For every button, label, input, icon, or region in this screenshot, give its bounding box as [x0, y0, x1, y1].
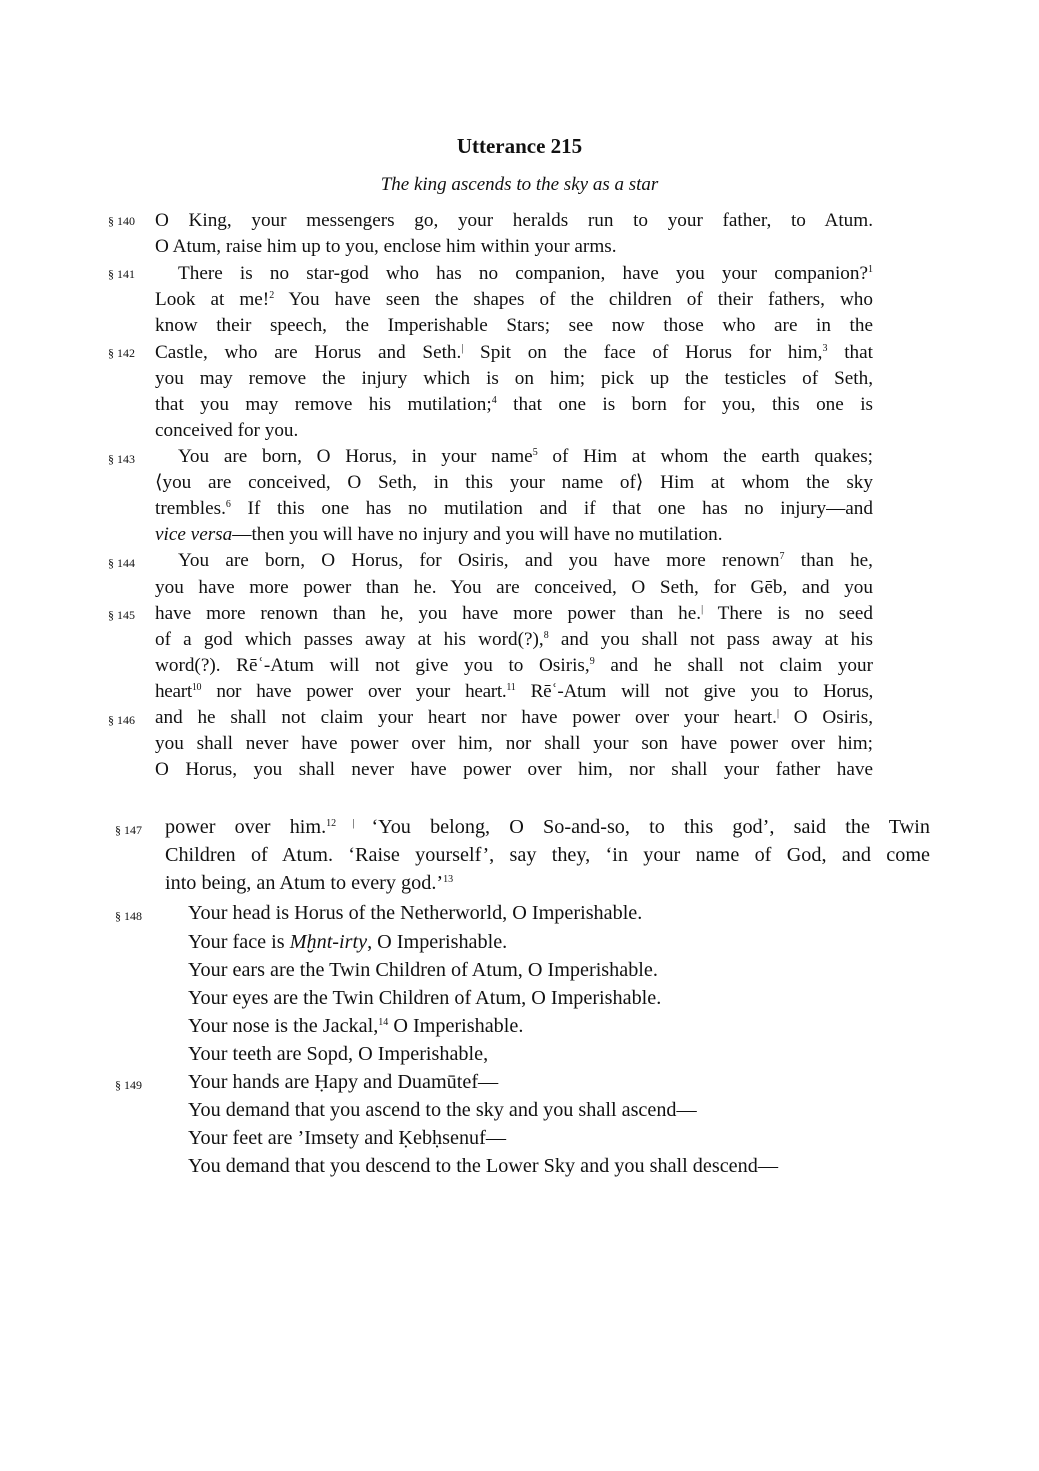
text-line: Your face is Mḫnt-irty, O Imperishable.: [188, 931, 508, 953]
text-line: You demand that you descend to the Lower Sky and you shall descend—: [188, 1155, 779, 1177]
footnote-ref: 4: [491, 395, 497, 406]
footnote-ref: 14: [378, 1017, 389, 1028]
footnote-ref: 7: [779, 551, 785, 562]
text-line: word(?). Rēʿ-Atum will not give you to Osiris,$^9$ and he shall not claim your: [155, 655, 873, 676]
utterance-subtitle: The king ascends to the sky as a star: [380, 174, 659, 195]
text-line: You are born, O Horus, for Osiris, and you have more renown$^7$ than he,: [178, 550, 873, 571]
text-line: Your eyes are the Twin Children of Atum, O Imperishable.: [188, 987, 662, 1009]
section-mark-140: § 140: [108, 214, 135, 228]
line-divider: |: [701, 604, 704, 615]
text-line: O Horus, you shall never have power over him, nor shall your father have: [155, 759, 873, 780]
section-mark-141: § 141: [108, 267, 135, 281]
text-line: O King, your messengers go, your heralds run to your father, to Atum.: [155, 210, 873, 231]
utterance-title: Utterance 215: [456, 134, 583, 158]
section-mark-147: § 147: [115, 823, 142, 837]
text-line: you may remove the injury which is on him; pick up the testicles of Seth,: [155, 368, 873, 389]
footnote-ref: 10: [191, 682, 202, 693]
text-line: ⟨you are conceived, O Seth, in this your name of⟩ Him at whom the sky: [155, 472, 873, 493]
text-line: Castle, who are Horus and Seth.| Spit on the face of Horus for him,$^3$ that: [155, 342, 873, 363]
section-mark-148: § 148: [115, 909, 142, 923]
section-mark-142: § 142: [108, 346, 135, 360]
text-line: O Atum, raise him up to you, enclose him within your arms.: [155, 236, 617, 257]
footnote-ref: 2: [269, 290, 275, 301]
text-line: There is no star-god who has no companion, have you your companion?$^1$: [178, 263, 873, 284]
footnote-ref: 5: [532, 447, 538, 458]
footnote-ref: 1: [868, 264, 873, 275]
text-line: Your head is Horus of the Netherworld, O Imperishable.: [188, 902, 643, 924]
footnote-ref: 9: [589, 656, 595, 667]
text-line: into being, an Atum to every god.’$^{13}$: [165, 872, 454, 894]
section-mark-144: § 144: [108, 556, 135, 570]
text-line: you have more power than he. You are conceived, O Seth, for Gēb, and you: [155, 577, 873, 598]
line-divider: |: [461, 343, 464, 354]
text-line: Your hands are Ḥapy and Duamūtef—: [188, 1071, 499, 1093]
text-line: that you may remove his mutilation;$^4$ that one is born for you, this one is: [155, 394, 873, 415]
footnote-ref: 3: [822, 343, 828, 354]
section-mark-149: § 149: [115, 1078, 142, 1092]
text-line: Your nose is the Jackal,$^{14}$ O Imperishable.: [188, 1015, 524, 1037]
text-line: power over him.$^{12}$ | ‘You belong, O So-and-so, to this god’, said the Twin: [165, 816, 930, 838]
text-line: vice versa—then you will have no injury and you will have no mutilation.: [155, 524, 723, 545]
text-line: Look at me!$^2$ You have seen the shapes of the children of their fathers, who: [155, 289, 873, 310]
footnote-ref: 6: [225, 499, 231, 510]
footnote-ref: 8: [543, 630, 549, 641]
section-mark-146: § 146: [108, 713, 135, 727]
text-line: have more renown than he, you have more power than he.| There is no seed: [155, 603, 873, 624]
text-line: You demand that you ascend to the sky and you shall ascend—: [188, 1099, 697, 1121]
text-line: of a god which passes away at his word(?),$^8$ and you shall not pass away at his: [155, 629, 873, 650]
footnote-ref: 13: [443, 874, 454, 885]
text-line: Your teeth are Sopd, O Imperishable,: [188, 1043, 489, 1065]
text-line: trembles.$^6$ If this one has no mutilation and if that one has no injury—and: [155, 498, 873, 519]
footnote-ref: 12: [326, 818, 337, 829]
footnote-ref: 11: [506, 682, 516, 693]
text-line: heart$^{10}$ nor have power over your heart.$^{11}$ Rēʿ-Atum will not give you to Horus,: [155, 681, 873, 702]
text-line: You are born, O Horus, in your name$^5$ of Him at whom the earth quakes;: [178, 446, 873, 467]
line-divider: |: [336, 818, 372, 829]
text-line: Your feet are ’Imsety and Ḳebḥsenuf—: [188, 1127, 507, 1149]
text-line: and he shall not claim your heart nor have power over your heart.| O Osiris,: [155, 707, 873, 728]
section-mark-145: § 145: [108, 608, 135, 622]
text-line: Your ears are the Twin Children of Atum, O Imperishable.: [188, 959, 658, 981]
line-divider: |: [776, 708, 779, 719]
text-line: know their speech, the Imperishable Stars; see now those who are in the: [155, 315, 873, 336]
section-mark-143: § 143: [108, 452, 135, 466]
text-line: Children of Atum. ‘Raise yourself’, say they, ‘in your name of God, and come: [165, 844, 930, 866]
text-line: you shall never have power over him, nor shall your son have power over him;: [155, 733, 873, 754]
text-line: conceived for you.: [155, 420, 299, 441]
